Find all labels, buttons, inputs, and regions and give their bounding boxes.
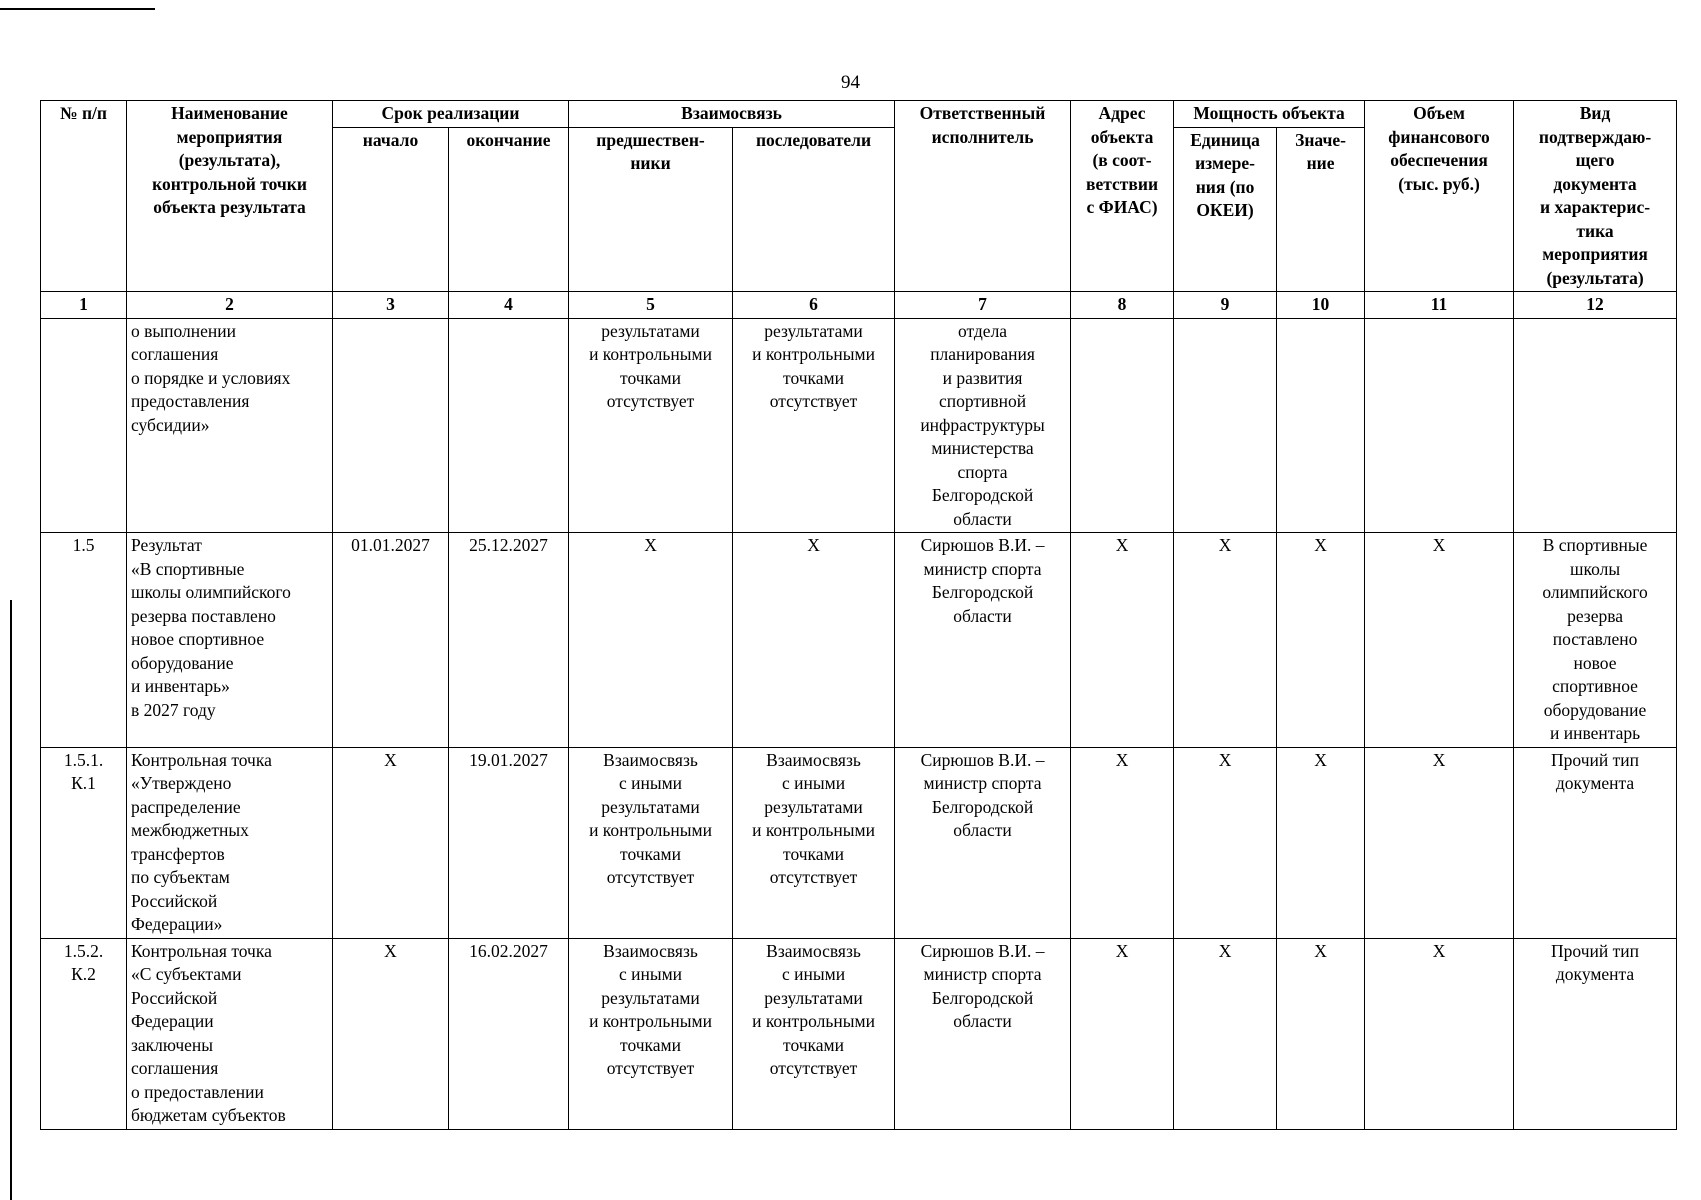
header-responsible: Ответственный исполнитель [895,101,1071,292]
cell-name: Результат «В спортивные школы олимпийского резерва поставлено новое спортивное оборудование и инвентарь» в 2027 году [127,533,333,748]
plan-table [40,100,1677,1130]
column-number: 12 [1514,292,1677,319]
cell-unit: X [1174,533,1277,748]
column-number: 1 [41,292,127,319]
header-term-start: начало [333,127,449,291]
cell-responsible: отдела планирования и развития спортивной инфраструктуры министерства спорта Белгородской области [895,318,1071,533]
cell-end: 25.12.2027 [449,533,569,748]
cell-document: Прочий тип документа [1514,938,1677,1129]
cell-value: X [1277,533,1365,748]
cell-responsible: Сирюшов В.И. – министр спорта Белгородской области [895,938,1071,1129]
cell-num: 1.5.2. К.2 [41,938,127,1129]
cell-predecessors: Взаимосвязь с иными результатами и контрольными точками отсутствует [569,747,733,938]
cell-document: Прочий тип документа [1514,747,1677,938]
table-row [41,318,1677,533]
cell-name: о выполнении соглашения о порядке и условиях предоставления субсидии» [127,318,333,533]
column-number: 6 [733,292,895,319]
header-document: Вид подтверждаю- щего документа и характерис- тика мероприятия (результата) [1514,101,1677,292]
column-number: 11 [1365,292,1514,319]
header-link-predecessors: предшествен- ники [569,127,733,291]
cell-start [333,318,449,533]
cell-responsible: Сирюшов В.И. – министр спорта Белгородской области [895,747,1071,938]
cell-finance: X [1365,747,1514,938]
table-row [41,938,1677,1129]
cell-document [1514,318,1677,533]
header-address: Адрес объекта (в соот- ветствии с ФИАС) [1071,101,1174,292]
cell-responsible: Сирюшов В.И. – министр спорта Белгородской области [895,533,1071,748]
header-capacity: Мощность объекта [1174,101,1365,128]
column-number: 4 [449,292,569,319]
header-finance: Объем финансового обеспечения (тыс. руб.) [1365,101,1514,292]
header-name: Наименование мероприятия (результата), контрольной точки объекта результата [127,101,333,292]
cell-predecessors: X [569,533,733,748]
cell-start: X [333,747,449,938]
column-number: 7 [895,292,1071,319]
cell-value [1277,318,1365,533]
cell-value: X [1277,747,1365,938]
cell-name: Контрольная точка «Утверждено распределение межбюджетных трансфертов по субъектам Российской Федерации» [127,747,333,938]
cell-start: 01.01.2027 [333,533,449,748]
cell-address: X [1071,533,1174,748]
cell-address: X [1071,938,1174,1129]
cell-end [449,318,569,533]
column-number: 10 [1277,292,1365,319]
cell-end: 19.01.2027 [449,747,569,938]
cell-name: Контрольная точка «С субъектами Российской Федерации заключены соглашения о предоставлении бюджетам субъектов [127,938,333,1129]
cell-unit: X [1174,747,1277,938]
cell-finance: X [1365,938,1514,1129]
scan-side-mark [10,600,12,1200]
cell-unit: X [1174,938,1277,1129]
cell-address: X [1071,747,1174,938]
cell-start: X [333,938,449,1129]
table-row [41,747,1677,938]
column-number: 8 [1071,292,1174,319]
cell-successors: X [733,533,895,748]
column-number: 3 [333,292,449,319]
column-number: 9 [1174,292,1277,319]
cell-successors: результатами и контрольными точками отсутствует [733,318,895,533]
cell-finance: X [1365,533,1514,748]
header-link: Взаимосвязь [569,101,895,128]
header-link-successors: последователи [733,127,895,291]
cell-successors: Взаимосвязь с иными результатами и контрольными точками отсутствует [733,938,895,1129]
cell-unit [1174,318,1277,533]
scan-edge-mark [0,8,155,10]
header-term: Срок реализации [333,101,569,128]
column-number: 2 [127,292,333,319]
cell-predecessors: результатами и контрольными точками отсутствует [569,318,733,533]
header-num: № п/п [41,101,127,292]
cell-num: 1.5 [41,533,127,748]
cell-predecessors: Взаимосвязь с иными результатами и контрольными точками отсутствует [569,938,733,1129]
cell-address [1071,318,1174,533]
header-capacity-value: Значе- ние [1277,127,1365,291]
header-capacity-unit: Единица измере- ния (по ОКЕИ) [1174,127,1277,291]
cell-end: 16.02.2027 [449,938,569,1129]
cell-successors: Взаимосвязь с иными результатами и контрольными точками отсутствует [733,747,895,938]
table-row [41,533,1677,748]
cell-num: 1.5.1. К.1 [41,747,127,938]
cell-document: В спортивные школы олимпийского резерва поставлено новое спортивное оборудование и инвентарь [1514,533,1677,748]
cell-value: X [1277,938,1365,1129]
column-number: 5 [569,292,733,319]
page-number: 94 [841,72,860,93]
header-term-end: окончание [449,127,569,291]
cell-finance [1365,318,1514,533]
cell-num [41,318,127,533]
